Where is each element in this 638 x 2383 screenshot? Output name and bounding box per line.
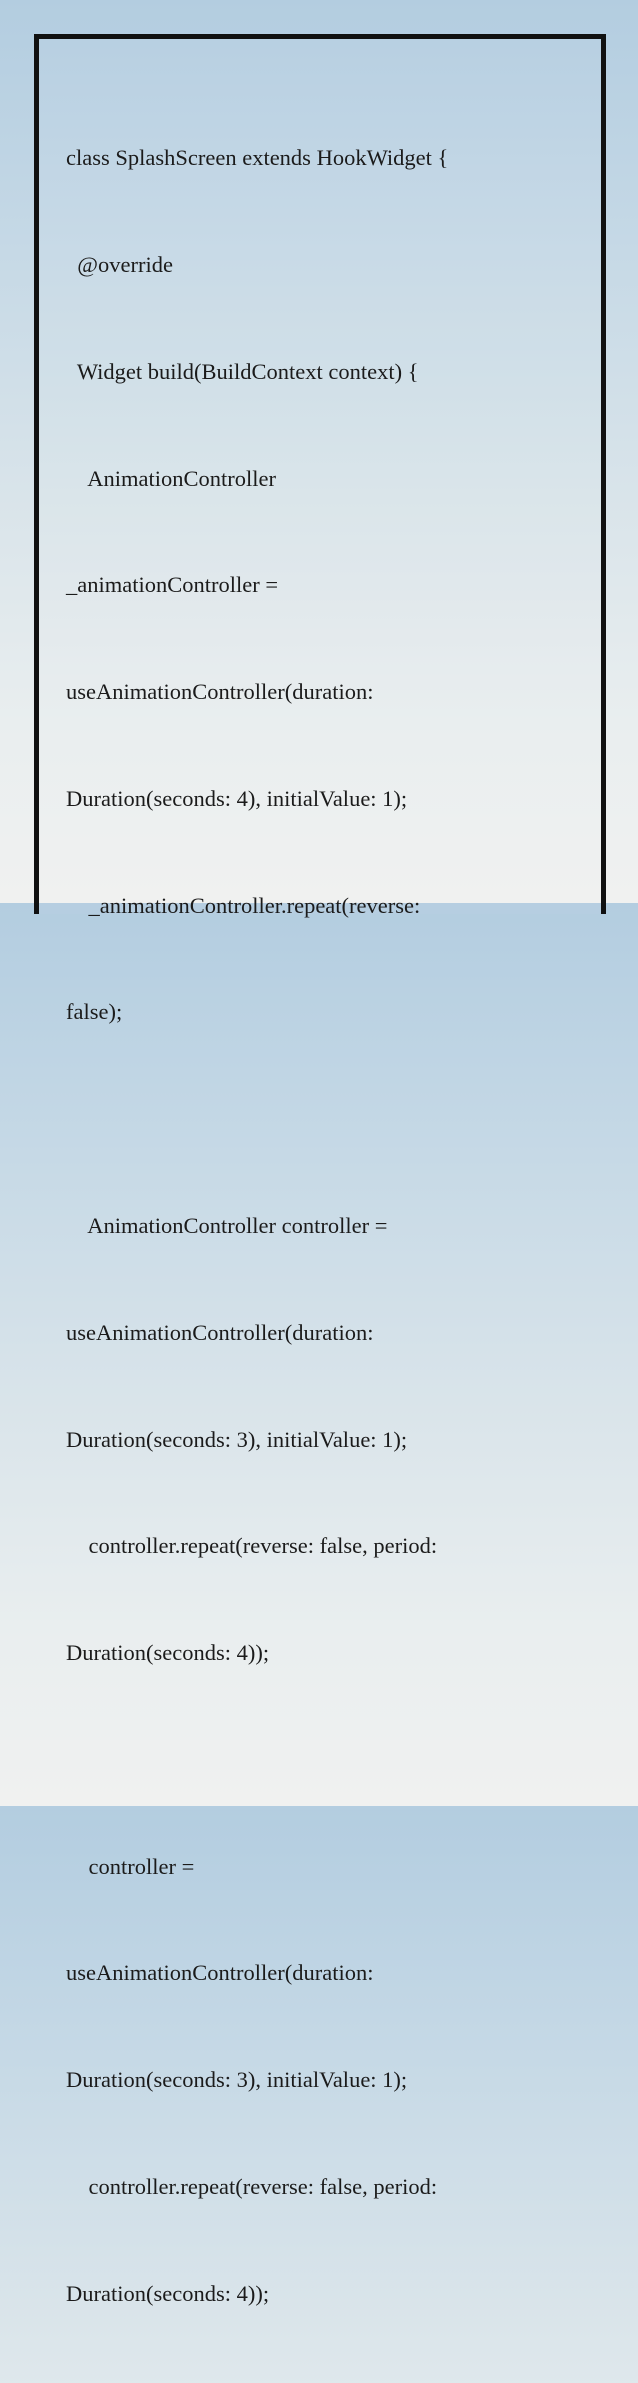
code-block bbox=[66, 69, 581, 2383]
code-line bbox=[66, 1742, 581, 1778]
code-card bbox=[34, 34, 606, 2306]
code-line: controller = bbox=[66, 1853, 195, 1879]
code-line: useAnimationController(duration: bbox=[66, 1319, 374, 1345]
code-line: _animationController = bbox=[66, 572, 279, 598]
code-line: Duration(seconds: 3), initialValue: 1); bbox=[66, 2067, 408, 2093]
code-line: class SplashScreen extends HookWidget { bbox=[66, 145, 449, 171]
code-line: Duration(seconds: 4)); bbox=[66, 2280, 270, 2306]
code-line: Duration(seconds: 4)); bbox=[66, 1640, 270, 1666]
code-line: controller.repeat(reverse: false, period: bbox=[66, 2174, 438, 2200]
code-line: useAnimationController(duration: bbox=[66, 679, 374, 705]
code-line: Duration(seconds: 3), initialValue: 1); bbox=[66, 1426, 408, 1452]
code-line: Duration(seconds: 4), initialValue: 1); bbox=[66, 785, 408, 811]
code-line: Widget build(BuildContext context) { bbox=[66, 358, 419, 384]
code-line: AnimationController bbox=[66, 465, 276, 491]
code-line: controller.repeat(reverse: false, period: bbox=[66, 1533, 438, 1559]
code-line: @override bbox=[66, 251, 173, 277]
code-line: useAnimationController(duration: bbox=[66, 1960, 374, 1986]
code-line: _animationController.repeat(reverse: bbox=[66, 892, 421, 918]
code-line: false); bbox=[66, 999, 123, 1025]
code-line bbox=[66, 1101, 581, 1137]
code-line: AnimationController controller = bbox=[66, 1213, 388, 1238]
